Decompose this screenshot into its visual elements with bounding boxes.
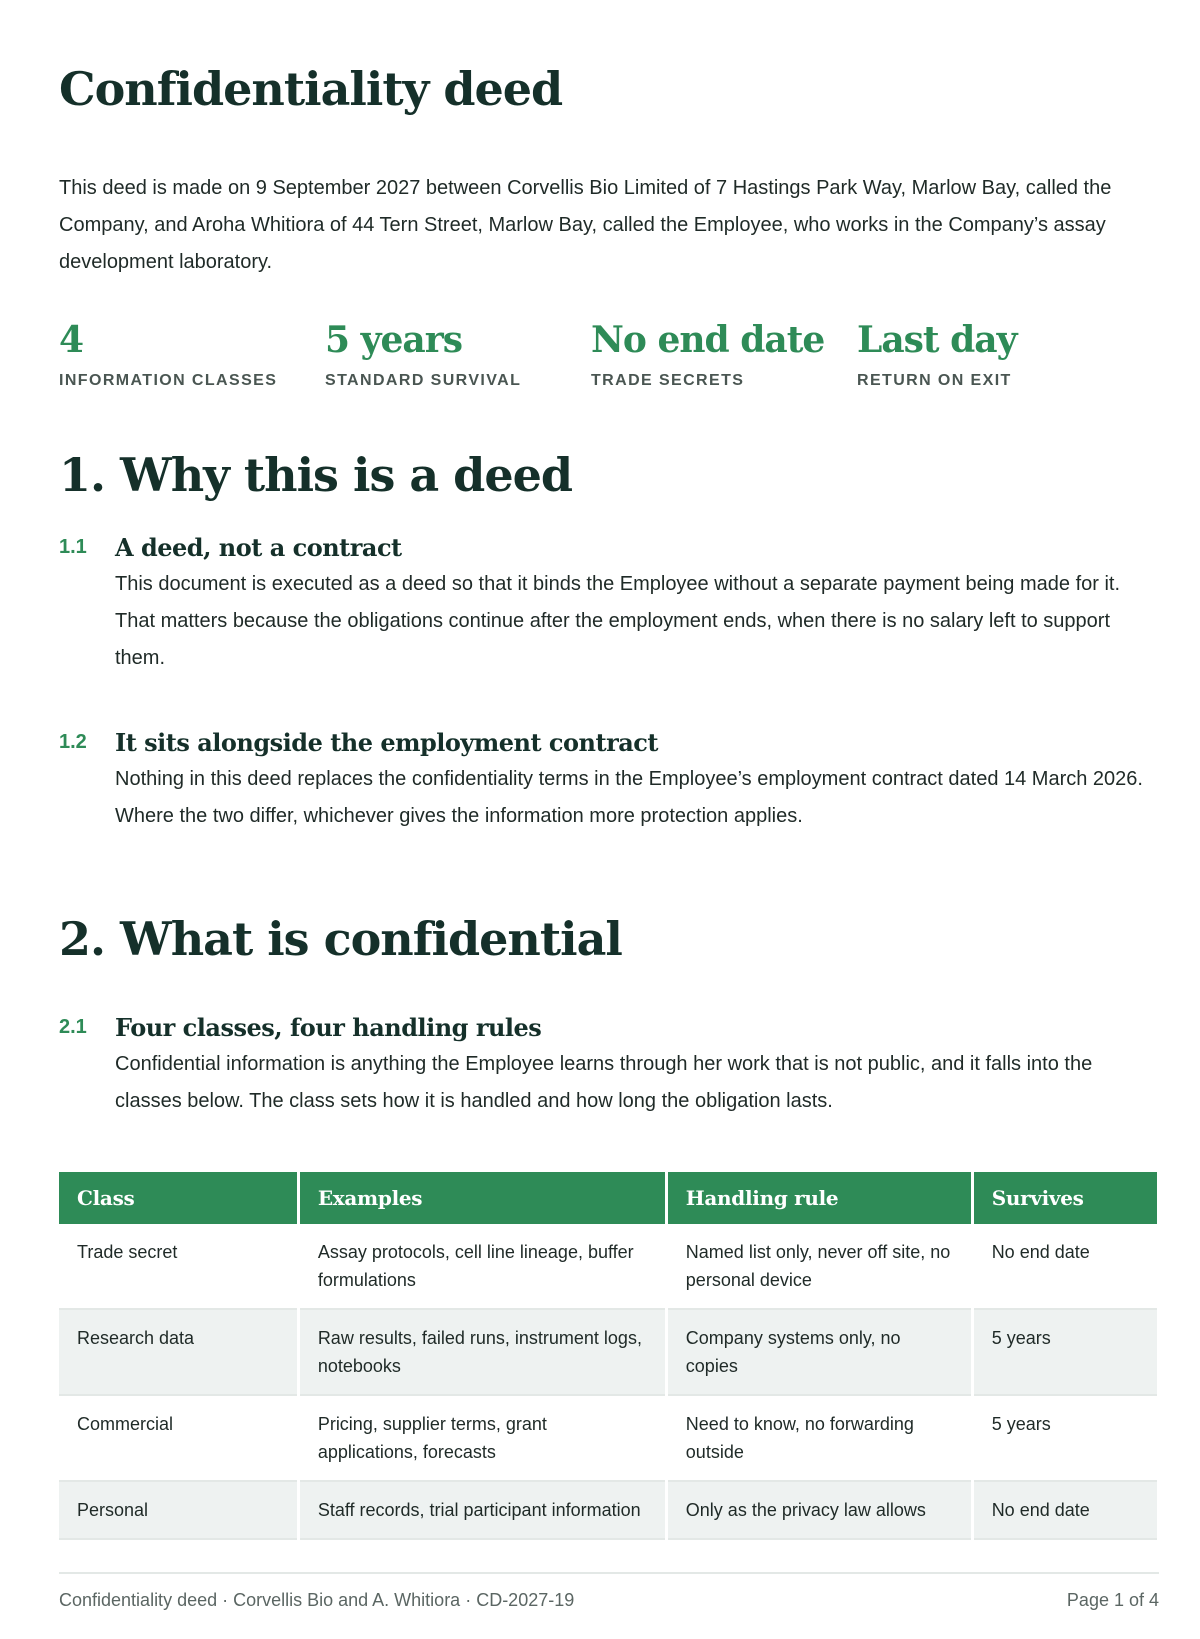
- clause-body: Confidential information is anything the Employee learns through her work that is not public, and it falls into the classes below. The class sets how it is handled and how long the obligation lasts.: [115, 1053, 1093, 1112]
- cell-survives: No end date: [974, 1482, 1157, 1540]
- clause-title: It sits alongside the employment contract: [115, 728, 658, 757]
- intro-paragraph: This deed is made on 9 September 2027 between Corvellis Bio Limited of 7 Hastings Park Way, Marlow Bay, called the Company, and Aroha Whitiora of 44 Tern Street, Marlow Bay, called the Employee, who works in the Company’s assay development laboratory.: [59, 177, 1112, 273]
- clause-number: 1.2: [59, 731, 87, 753]
- stat-label: RETURN ON EXIT: [857, 372, 1012, 389]
- cell-class: Trade secret: [59, 1224, 297, 1310]
- clause-title: A deed, not a contract: [115, 533, 402, 562]
- cell-class: Personal: [59, 1482, 297, 1540]
- document-title: Confidentiality deed: [59, 62, 563, 116]
- cell-survives: No end date: [974, 1224, 1157, 1310]
- table-header-row: [59, 1172, 1157, 1224]
- stat-label: TRADE SECRETS: [591, 372, 745, 389]
- table-row: [59, 1224, 1157, 1310]
- stat-return-on-exit: [857, 318, 1127, 390]
- cell-handling-rule: Named list only, never off site, no personal device: [668, 1224, 971, 1310]
- clause-title: Four classes, four handling rules: [115, 1013, 542, 1042]
- cell-examples: Raw results, failed runs, instrument logs, notebooks: [300, 1310, 665, 1396]
- clause-body: This document is executed as a deed so that it binds the Employee without a separate payment being made for it. That matters because the obligations continue after the employment ends, when there is no salary left to support them.: [115, 573, 1121, 669]
- cell-examples: Staff records, trial participant information: [300, 1482, 665, 1540]
- cell-handling-rule: Only as the privacy law allows: [668, 1482, 971, 1540]
- table-row: [59, 1482, 1157, 1540]
- clause-body: Nothing in this deed replaces the confidentiality terms in the Employee’s employment contract dated 14 March 2026. Where the two differ, whichever gives the information more protection applies.: [115, 768, 1143, 827]
- stat-value: Last day: [857, 319, 1017, 361]
- cell-class: Commercial: [59, 1396, 297, 1482]
- stat-trade-secrets: [591, 318, 861, 390]
- cell-survives: 5 years: [974, 1396, 1157, 1482]
- table-row: [59, 1396, 1157, 1482]
- cell-handling-rule: Company systems only, no copies: [668, 1310, 971, 1396]
- section-heading-2: 2. What is confidential: [59, 912, 622, 966]
- clause-number: 1.1: [59, 536, 87, 558]
- table-row: [59, 1310, 1157, 1396]
- stat-information-classes: [59, 318, 329, 390]
- cell-class: Research data: [59, 1310, 297, 1396]
- stat-standard-survival: [325, 318, 595, 390]
- stat-value: 4: [59, 319, 84, 361]
- section-heading-1: 1. Why this is a deed: [59, 448, 573, 502]
- footer-page-number: Page 1 of 4: [1066, 1590, 1159, 1610]
- key-facts: [59, 318, 1159, 398]
- cell-examples: Pricing, supplier terms, grant applications, forecasts: [300, 1396, 665, 1482]
- stat-value: 5 years: [325, 319, 462, 361]
- column-header-class: Class: [59, 1172, 297, 1224]
- footer-document-reference: Confidentiality deed · Corvellis Bio and A. Whitiora · CD-2027-19: [59, 1590, 575, 1610]
- information-classes-table: [56, 1172, 1160, 1540]
- cell-handling-rule: Need to know, no forwarding outside: [668, 1396, 971, 1482]
- column-header-examples: Examples: [300, 1172, 665, 1224]
- column-header-handling-rule: Handling rule: [668, 1172, 971, 1224]
- column-header-survives: Survives: [974, 1172, 1157, 1224]
- clause-number: 2.1: [59, 1016, 87, 1038]
- cell-survives: 5 years: [974, 1310, 1157, 1396]
- footer-divider: [59, 1572, 1159, 1574]
- stat-label: STANDARD SURVIVAL: [325, 372, 522, 389]
- stat-label: INFORMATION CLASSES: [59, 372, 278, 389]
- cell-examples: Assay protocols, cell line lineage, buffer formulations: [300, 1224, 665, 1310]
- stat-value: No end date: [591, 319, 825, 361]
